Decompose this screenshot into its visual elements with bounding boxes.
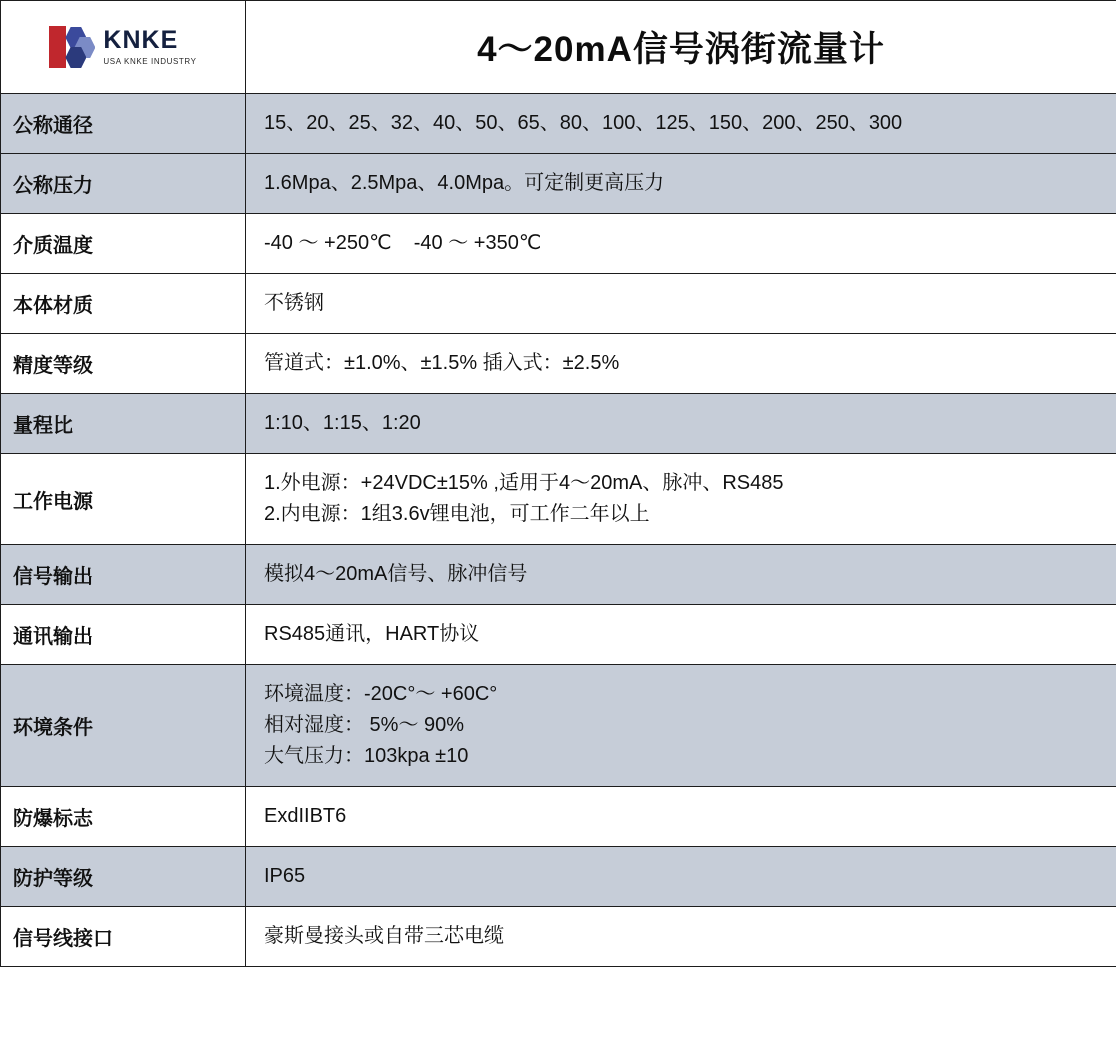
row-label: 防护等级 [1,847,246,907]
value-line: IP65 [264,865,306,887]
table-row [1,154,1116,214]
value-line: 相对湿度： 5%～ 90% [264,714,465,736]
table-row [1,94,1116,154]
value-line: 模拟4～20mA信号、脉冲信号 [264,563,528,585]
logo-subtitle: USA KNKE INDUSTRY [103,57,197,66]
row-value [246,154,1116,214]
row-label: 防爆标志 [1,787,246,847]
row-value [246,907,1116,967]
row-label: 公称通径 [1,94,246,154]
row-value [246,665,1116,787]
table-row [1,665,1116,787]
row-label: 精度等级 [1,334,246,394]
row-value [246,334,1116,394]
table-row [1,605,1116,665]
value-line: 环境温度：-20C°～ +60C° [264,683,498,705]
table-row [1,334,1116,394]
row-value [246,787,1116,847]
value-line: 大气压力：103kpa ±10 [264,745,469,767]
value-line: 1.外电源：+24VDC±15% ,适用于4～20mA、脉冲、RS485 [264,472,784,494]
table-body [1,1,1116,967]
value-line: 1.6Mpa、2.5Mpa、4.0Mpa。可定制更高压力 [264,172,665,194]
row-value [246,394,1116,454]
row-label: 信号输出 [1,545,246,605]
table-row [1,214,1116,274]
logo-cell [1,1,246,94]
row-value [246,454,1116,545]
row-value [246,847,1116,907]
header-row [1,1,1116,94]
value-line: 豪斯曼接头或自带三芯电缆 [264,925,504,947]
value-line: -40 ～ +250℃ -40 ～ +350℃ [264,232,542,254]
row-label: 环境条件 [1,665,246,787]
row-label: 通讯输出 [1,605,246,665]
brand-logo [1,1,245,93]
value-line: ExdIIBT6 [264,805,347,827]
row-label: 公称压力 [1,154,246,214]
row-label: 介质温度 [1,214,246,274]
logo-name: KNKE [103,26,179,54]
table-row [1,787,1116,847]
table-row [1,274,1116,334]
value-line: 管道式：±1.0%、±1.5% 插入式：±2.5% [264,352,620,374]
table-row [1,545,1116,605]
page-title: 4～20mA信号涡街流量计 [246,1,1116,94]
row-label: 本体材质 [1,274,246,334]
row-label: 信号线接口 [1,907,246,967]
table-row [1,907,1116,967]
logo-text [103,28,196,66]
value-line: 不锈钢 [264,292,324,314]
table-row [1,454,1116,545]
row-value [246,94,1116,154]
value-line: 2.内电源：1组3.6v锂电池，可工作二年以上 [264,503,650,525]
knke-hexagon-icon [49,26,95,68]
row-value [246,605,1116,665]
value-line: 1:10、1:15、1:20 [264,412,421,434]
row-label: 量程比 [1,394,246,454]
row-value [246,545,1116,605]
row-value [246,214,1116,274]
table-row [1,847,1116,907]
value-line: 15、20、25、32、40、50、65、80、100、125、150、200、250、300 [264,112,903,134]
row-label: 工作电源 [1,454,246,545]
row-value [246,274,1116,334]
value-line: RS485通讯，HART协议 [264,623,480,645]
table-row [1,394,1116,454]
